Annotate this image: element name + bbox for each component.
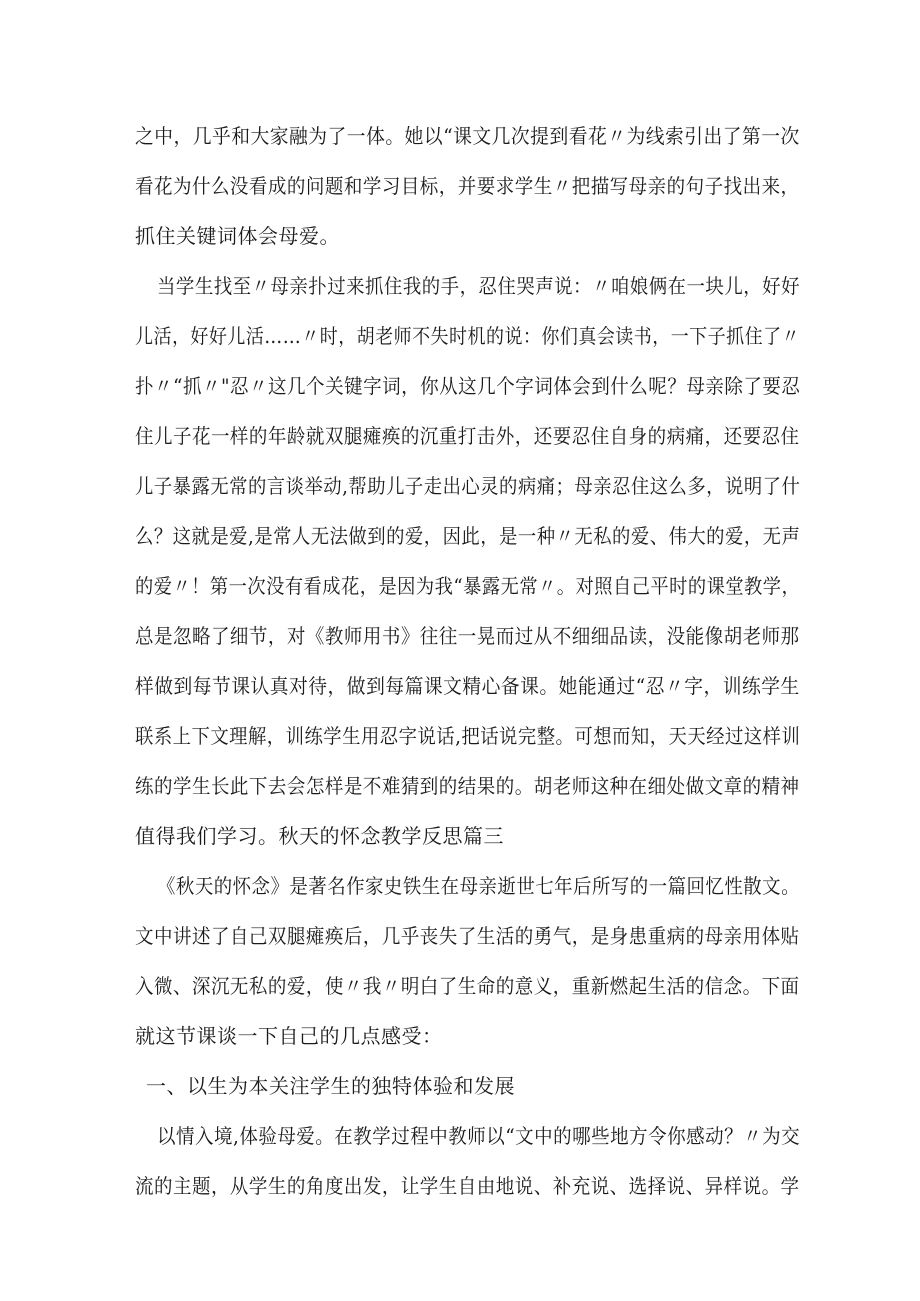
text-line: 的爱〃！第一次没有看成花，是因为我“暴露无常〃。对照自己平时的课堂教学， xyxy=(135,574,801,598)
text-line: 儿活，好好儿活……〃时，胡老师不失时机的说：你们真会读书，一下子抓住了〃 xyxy=(135,324,801,348)
text-line: 么？这就是爱,是常人无法做到的爱，因此，是一种〃无私的爱、伟大的爱，无声 xyxy=(135,524,801,548)
text-line: 值得我们学习。秋天的怀念教学反思篇三 xyxy=(135,824,504,848)
section-heading: 一、以生为本关注学生的独特体验和发展 xyxy=(146,1074,515,1098)
text-line: 看花为什么没看成的问题和学习目标，并要求学生〃把描写母亲的句子找出来， xyxy=(135,174,800,198)
text-line: 流的主题，从学生的角度出发，让学生自由地说、补充说、选择说、异样说。学 xyxy=(135,1174,800,1198)
text-line: 练的学生长此下去会怎样是不难猜到的结果的。胡老师这种在细处做文章的精神 xyxy=(135,774,800,798)
text-line: 样做到每节课认真对待，做到每篇课文精心备课。她能通过“忍〃字，训练学生 xyxy=(135,674,800,698)
text-line: 儿子暴露无常的言谈举动,帮助儿子走出心灵的病痛；母亲忍住这么多，说明了什 xyxy=(135,474,801,498)
text-line: 《秋天的怀念》是著名作家史铁生在母亲逝世七年后所写的一篇回忆性散文。 xyxy=(157,874,800,898)
text-line: 抓住关键词体会母爱。 xyxy=(135,224,340,248)
text-line: 总是忽略了细节，对《教师用书》往往一晃而过从不细细品读，没能像胡老师那 xyxy=(135,624,800,648)
text-line: 当学生找至〃母亲扑过来抓住我的手，忍住哭声说：〃咱娘俩在一块儿，好好 xyxy=(157,274,800,298)
text-line: 住儿子花一样的年龄就双腿瘫痪的沉重打击外，还要忍住自身的病痛，还要忍住 xyxy=(135,424,800,448)
text-line: 文中讲述了自己双腿瘫痪后，几乎丧失了生活的勇气，是身患重病的母亲用体贴 xyxy=(135,924,800,948)
text-line: 之中，几乎和大家融为了一体。她以“课文几次提到看花〃为线索引出了第一次 xyxy=(135,124,800,148)
text-line: 以情入境,体验母爱。在教学过程中教师以“文中的哪些地方令你感动？〃为交 xyxy=(157,1124,801,1148)
text-line: 扑〃“抓〃"忍〃这几个关键字词，你从这几个字词体会到什么呢？母亲除了要忍 xyxy=(135,374,801,398)
text-line: 就这节课谈一下自己的几点感受： xyxy=(135,1024,443,1048)
text-line: 入微、深沉无私的爱，使〃我〃明白了生命的意义，重新燃起生活的信念。下面 xyxy=(135,974,800,998)
text-line: 联系上下文理解，训练学生用忍字说话,把话说完整。可想而知，天天经过这样训 xyxy=(135,724,801,748)
